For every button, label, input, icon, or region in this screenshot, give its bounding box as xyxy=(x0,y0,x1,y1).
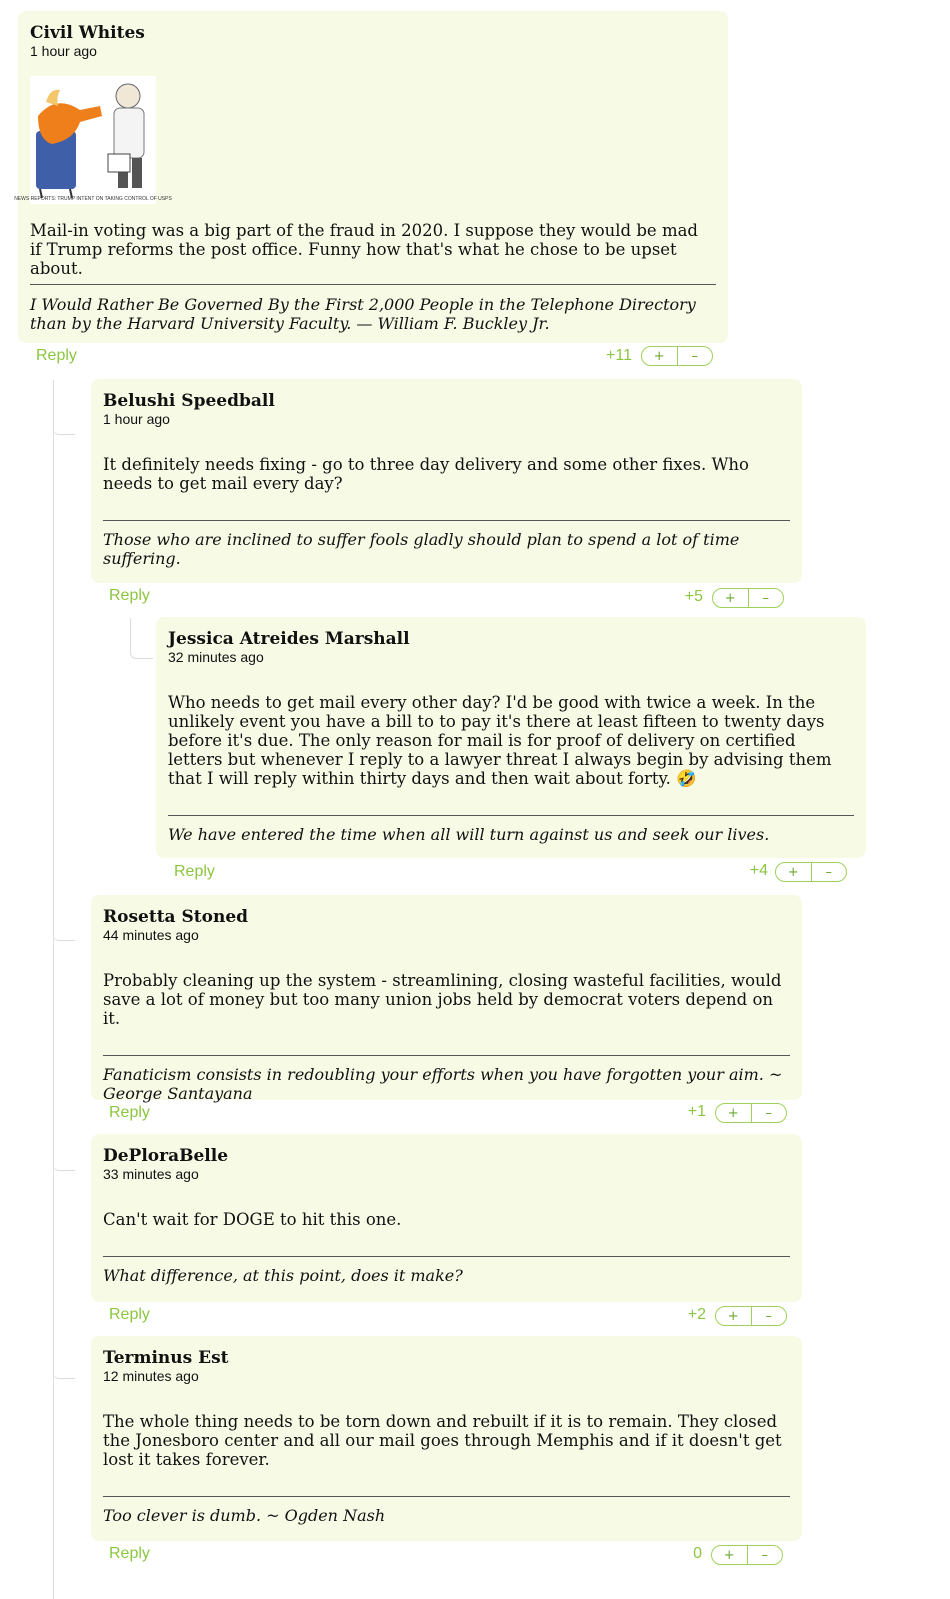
comment-timestamp[interactable]: 33 minutes ago xyxy=(103,1166,199,1182)
thread-elbow xyxy=(130,618,153,659)
downvote-button[interactable]: – xyxy=(747,1546,783,1564)
comment-card xyxy=(91,895,802,1103)
cartoon-caption: NEWS REPORTS: TRUMP INTENT ON TAKING CONTROL OF USPS xyxy=(14,196,172,202)
downvote-button[interactable]: – xyxy=(677,347,713,365)
comment-timestamp[interactable]: 44 minutes ago xyxy=(103,927,199,943)
upvote-button[interactable]: + xyxy=(727,1105,739,1121)
thread-elbow xyxy=(53,926,75,941)
comment-body: The whole thing needs to be torn down and rebuilt if it is to remain. They closed the Jonesboro center and all our mail goes through Memphis and if it doesn't get lost it takes forever. xyxy=(103,1412,782,1469)
comment-card xyxy=(91,1134,802,1302)
reply-link[interactable]: Reply xyxy=(109,1104,150,1121)
reply-link[interactable]: Reply xyxy=(109,587,150,604)
reply-link[interactable]: Reply xyxy=(36,347,77,364)
comment-body: Can't wait for DOGE to hit this one. xyxy=(103,1210,402,1229)
comment-author[interactable]: Civil Whites xyxy=(30,23,145,43)
vote-score: 0 xyxy=(693,1545,702,1562)
vote-buttons xyxy=(715,1103,787,1123)
comment-card xyxy=(156,617,866,858)
comment-author[interactable]: Terminus Est xyxy=(103,1348,229,1368)
comment-signature: I Would Rather Be Governed By the First 2,000 People in the Telephone Directory than by the Harvard University Faculty. — William F. Buckley Jr. xyxy=(30,295,696,333)
signature-divider xyxy=(103,1256,790,1257)
comment-timestamp[interactable]: 32 minutes ago xyxy=(168,649,264,665)
vote-score: +1 xyxy=(687,1103,706,1120)
upvote-button[interactable]: + xyxy=(723,1547,735,1563)
comment-signature: We have entered the time when all will turn against us and seek our lives. xyxy=(168,825,770,844)
vote-buttons xyxy=(712,588,784,608)
comment-signature: Fanaticism consists in redoubling your efforts when you have forgotten your aim. ~ George Santayana xyxy=(103,1065,783,1103)
downvote-button[interactable]: – xyxy=(811,863,847,881)
comment-body: Mail-in voting was a big part of the fraud in 2020. I suppose they would be mad if Trump reforms the post office. Funny how that's what he chose to be upset about. xyxy=(30,221,698,278)
comment-card xyxy=(91,379,802,583)
vote-score: +4 xyxy=(749,862,768,879)
vote-buttons xyxy=(775,862,847,882)
comment-card xyxy=(91,1336,802,1541)
upvote-button[interactable]: + xyxy=(724,590,736,606)
signature-divider xyxy=(103,520,790,521)
downvote-button[interactable]: – xyxy=(748,589,784,607)
comment-author[interactable]: Rosetta Stoned xyxy=(103,907,249,927)
comment-timestamp[interactable]: 1 hour ago xyxy=(103,411,170,427)
comment-body: Who needs to get mail every other day? I'd be good with twice a week. In the unlikely event you have a bill to to pay it's there at least fifteen to twenty days before it's due. The only reason for mail is for proof of delivery on certified letters but whenever I reply to a lawyer threat I always begin by advising them that I will reply within thirty days and then wait about forty. 🤣 xyxy=(168,693,832,788)
reply-link[interactable]: Reply xyxy=(109,1306,150,1323)
comment-cartoon-image[interactable] xyxy=(14,76,172,204)
upvote-button[interactable]: + xyxy=(727,1308,739,1324)
comment-body: Probably cleaning up the system - streamlining, closing wasteful facilities, would save a lot of money but too many union jobs held by democrat voters depend on it. xyxy=(103,971,782,1028)
downvote-button[interactable]: – xyxy=(751,1307,787,1325)
thread-elbow xyxy=(53,1156,75,1171)
comment-author[interactable]: Jessica Atreides Marshall xyxy=(168,629,410,649)
vote-buttons xyxy=(715,1306,787,1326)
vote-score: +11 xyxy=(606,347,632,364)
comment-body: It definitely needs fixing - go to three day delivery and some other fixes. Who needs to get mail every day? xyxy=(103,455,749,493)
downvote-button[interactable]: – xyxy=(751,1104,787,1122)
comment-signature: Too clever is dumb. ~ Ogden Nash xyxy=(103,1506,386,1525)
signature-divider xyxy=(103,1055,790,1056)
thread-elbow xyxy=(53,1364,75,1379)
comment-signature: What difference, at this point, does it make? xyxy=(103,1266,463,1285)
signature-divider xyxy=(103,1496,790,1497)
comment-author[interactable]: Belushi Speedball xyxy=(103,391,275,411)
signature-divider xyxy=(30,284,716,285)
upvote-button[interactable]: + xyxy=(653,348,665,364)
reply-link[interactable]: Reply xyxy=(109,1545,150,1562)
comment-signature: Those who are inclined to suffer fools gladly should plan to spend a lot of time suffering. xyxy=(103,530,740,568)
comment-timestamp[interactable]: 12 minutes ago xyxy=(103,1368,199,1384)
thread-line-level1 xyxy=(53,380,54,1599)
vote-buttons xyxy=(711,1545,783,1565)
vote-score: +5 xyxy=(684,588,703,605)
reply-link[interactable]: Reply xyxy=(174,863,215,880)
signature-divider xyxy=(168,815,854,816)
comment-timestamp[interactable]: 1 hour ago xyxy=(30,43,97,59)
vote-buttons xyxy=(641,346,713,366)
vote-score: +2 xyxy=(687,1306,706,1323)
upvote-button[interactable]: + xyxy=(787,864,799,880)
thread-elbow xyxy=(53,420,75,435)
comment-author[interactable]: DePloraBelle xyxy=(103,1146,229,1166)
